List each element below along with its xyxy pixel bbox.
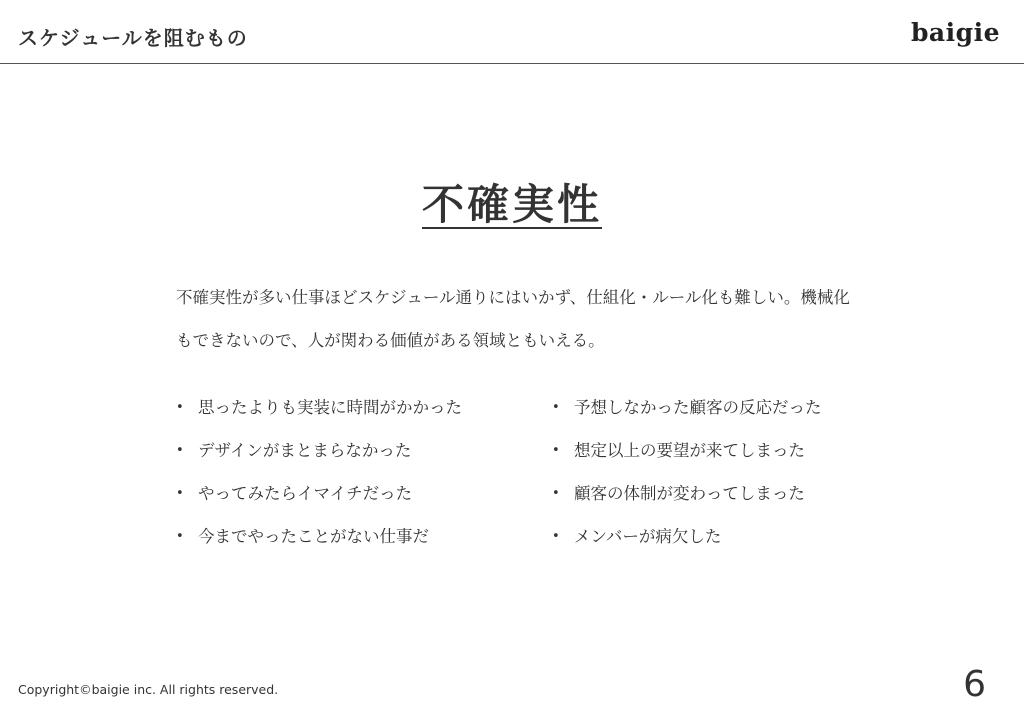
list-item: • やってみたらイマイチだった — [176, 472, 462, 515]
list-item: • 予想しなかった顧客の反応だった — [552, 386, 822, 429]
baigie-logo: baigie — [910, 18, 1000, 47]
copyright: Copyright©baigie inc. All rights reserved. — [18, 682, 279, 697]
lead-paragraph: 不確実性が多い仕事ほどスケジュール通りにはいかず、仕組化・ルール化も難しい。機械化もできないので、人が関わる価値がある領域ともいえる。 — [176, 288, 850, 350]
main-title: 不確実性 — [421, 180, 602, 229]
list-item: • 今までやったことがない仕事だ — [176, 515, 462, 558]
list-item: • 思ったよりも実装に時間がかかった — [176, 386, 462, 429]
left-bullet-list — [176, 386, 462, 558]
page-number: 6 — [963, 664, 986, 705]
header — [0, 0, 1024, 64]
list-item: • 想定以上の要望が来てしまった — [552, 429, 822, 472]
right-bullet-list — [552, 386, 822, 558]
list-item: • 顧客の体制が変わってしまった — [552, 472, 822, 515]
list-item: • メンバーが病欠した — [552, 515, 822, 558]
main-title-wrapper — [0, 172, 1024, 232]
list-item: • デザインがまとまらなかった — [176, 429, 462, 472]
header-title: スケジュールを阻むもの — [18, 26, 248, 50]
